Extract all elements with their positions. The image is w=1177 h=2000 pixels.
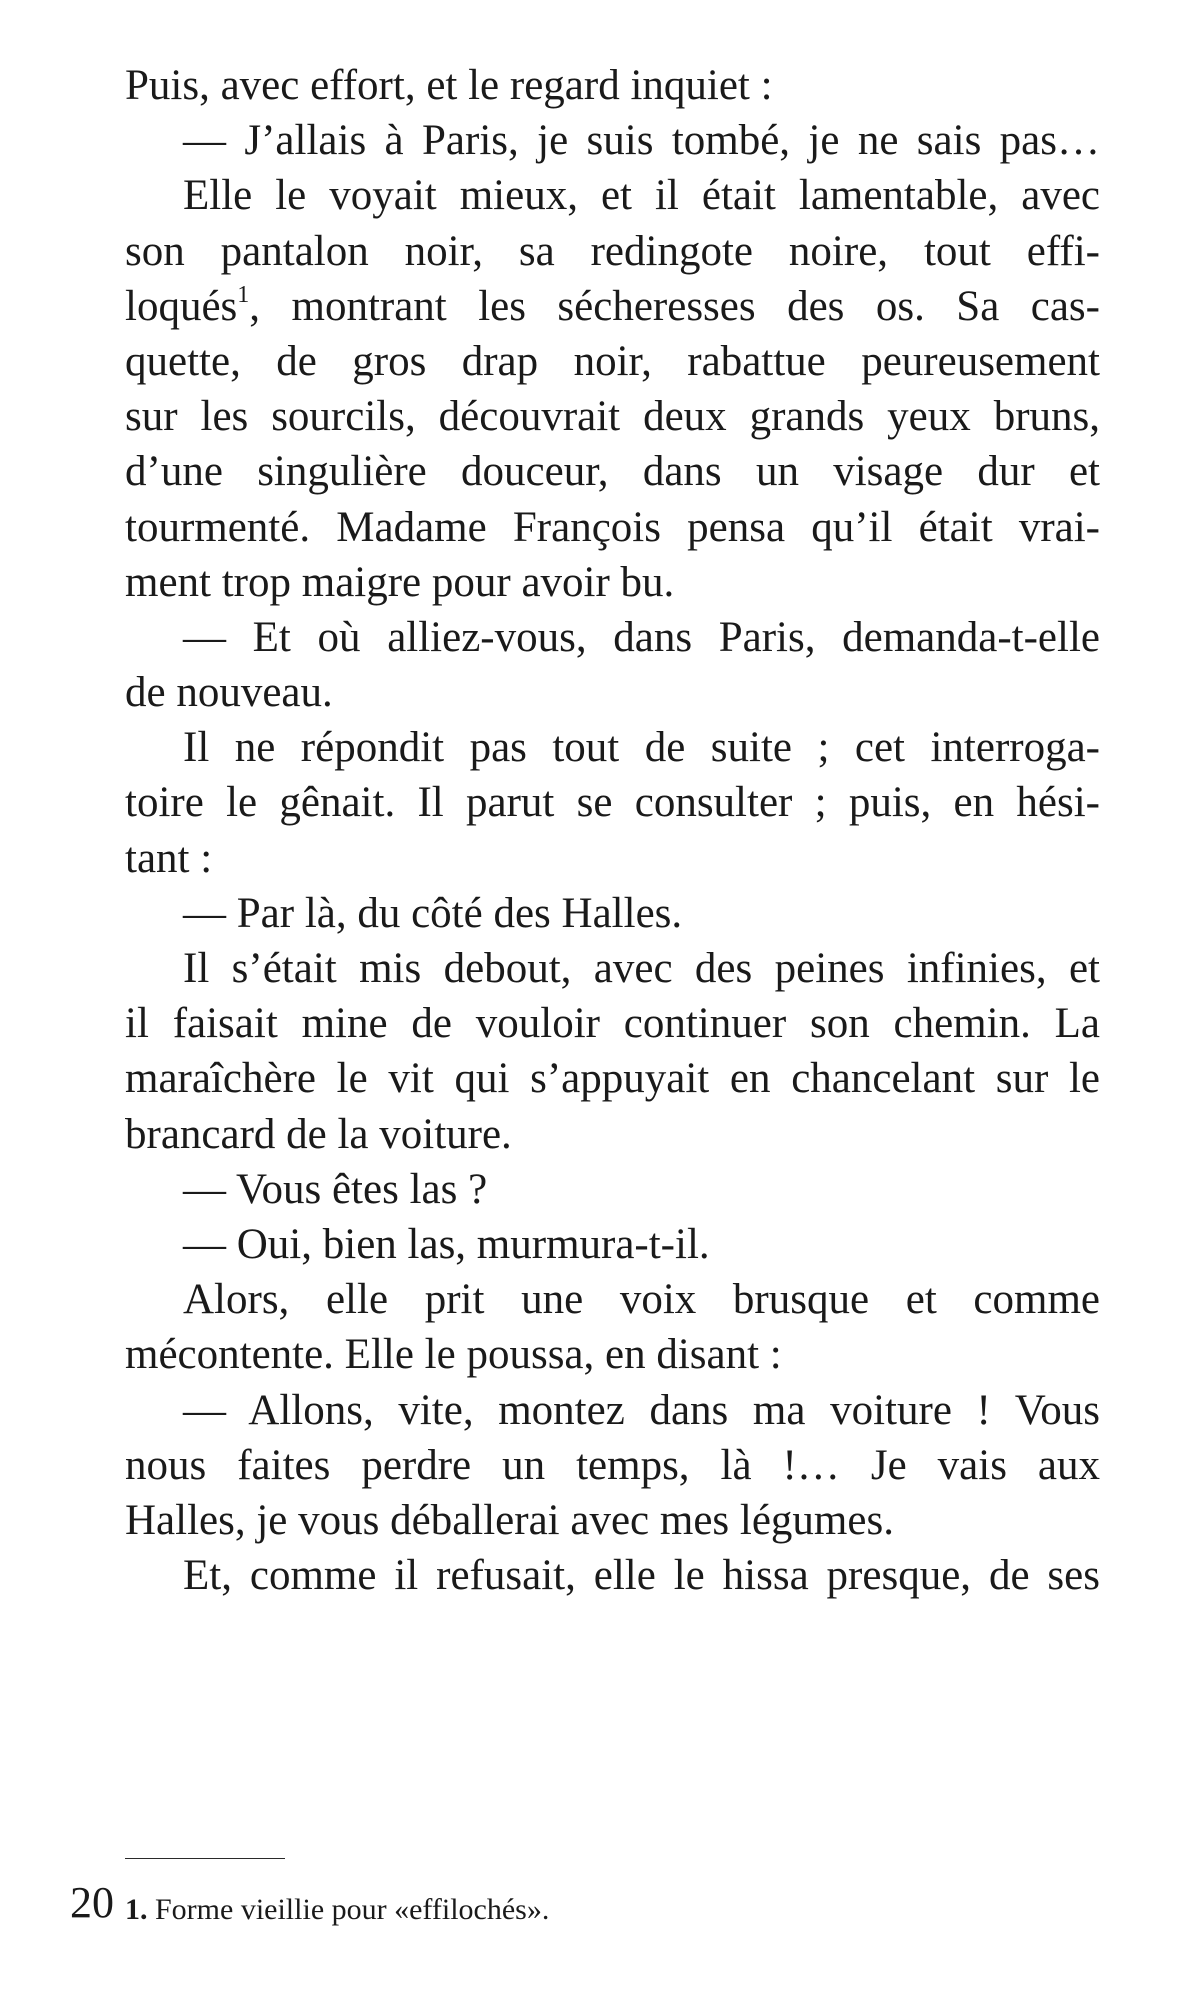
text-line: ment trop maigre pour avoir bu.	[125, 558, 675, 606]
text-line: Il ne répondit pas tout de suite ; cet interroga-	[183, 724, 1100, 772]
text-line: d’une singulière douceur, dans un visage dur et	[125, 448, 1100, 496]
text-line-part: loqués	[125, 282, 238, 330]
text-line: Alors, elle prit une voix brusque et comme	[183, 1276, 1100, 1324]
text-line: — Par là, du côté des Halles.	[183, 889, 683, 937]
page-number: 20	[70, 1878, 114, 1927]
footnote-number: 1.	[125, 1893, 148, 1926]
text-line-part: , montrant les sécheresses des os. Sa cas-	[249, 282, 1100, 330]
footnote	[125, 1890, 1100, 1930]
footnote-reference: 1	[237, 281, 250, 308]
text-line: Elle le voyait mieux, et il était lamentable, avec	[183, 172, 1100, 220]
body-text	[125, 58, 1100, 1603]
footnote-rule	[125, 1858, 285, 1859]
text-line: — Et où alliez-vous, dans Paris, demanda-t-elle	[183, 613, 1100, 661]
text-line: nous faites perdre un temps, là !… Je vais aux	[125, 1441, 1100, 1489]
text-line: il faisait mine de vouloir continuer son chemin. La	[125, 1000, 1100, 1048]
text-line: son pantalon noir, sa redingote noire, tout effi-	[125, 227, 1100, 275]
text-line: mécontente. Elle le poussa, en disant :	[125, 1331, 782, 1379]
text-line: Halles, je vous déballerai avec mes légumes.	[125, 1496, 894, 1544]
text-line: brancard de la voiture.	[125, 1110, 512, 1158]
text-line	[125, 279, 1100, 334]
text-line: sur les sourcils, découvrait deux grands yeux bruns,	[125, 393, 1100, 441]
text-line: — Oui, bien las, murmura-t-il.	[183, 1220, 710, 1268]
text-line: toire le gênait. Il parut se consulter ; puis, en hési-	[125, 779, 1100, 827]
footnote-text: Forme vieillie pour «effilochés».	[155, 1893, 550, 1926]
text-line: — Vous êtes las ?	[183, 1165, 488, 1213]
text-line: — Allons, vite, montez dans ma voiture ! Vous	[183, 1386, 1100, 1434]
text-line: Puis, avec effort, et le regard inquiet :	[125, 62, 773, 109]
text-line: quette, de gros drap noir, rabattue peureusement	[125, 337, 1100, 385]
text-line: de nouveau.	[125, 669, 333, 717]
text-line: Et, comme il refusait, elle le hissa presque, de ses	[183, 1552, 1100, 1600]
text-line: maraîchère le vit qui s’appuyait en chancelant sur le	[125, 1055, 1100, 1103]
text-line: tant :	[125, 834, 213, 882]
text-line: tourmenté. Madame François pensa qu’il était vrai-	[125, 503, 1100, 551]
text-line: — J’allais à Paris, je suis tombé, je ne sais pas…	[183, 117, 1100, 165]
text-line: Il s’était mis debout, avec des peines infinies, et	[183, 945, 1100, 992]
